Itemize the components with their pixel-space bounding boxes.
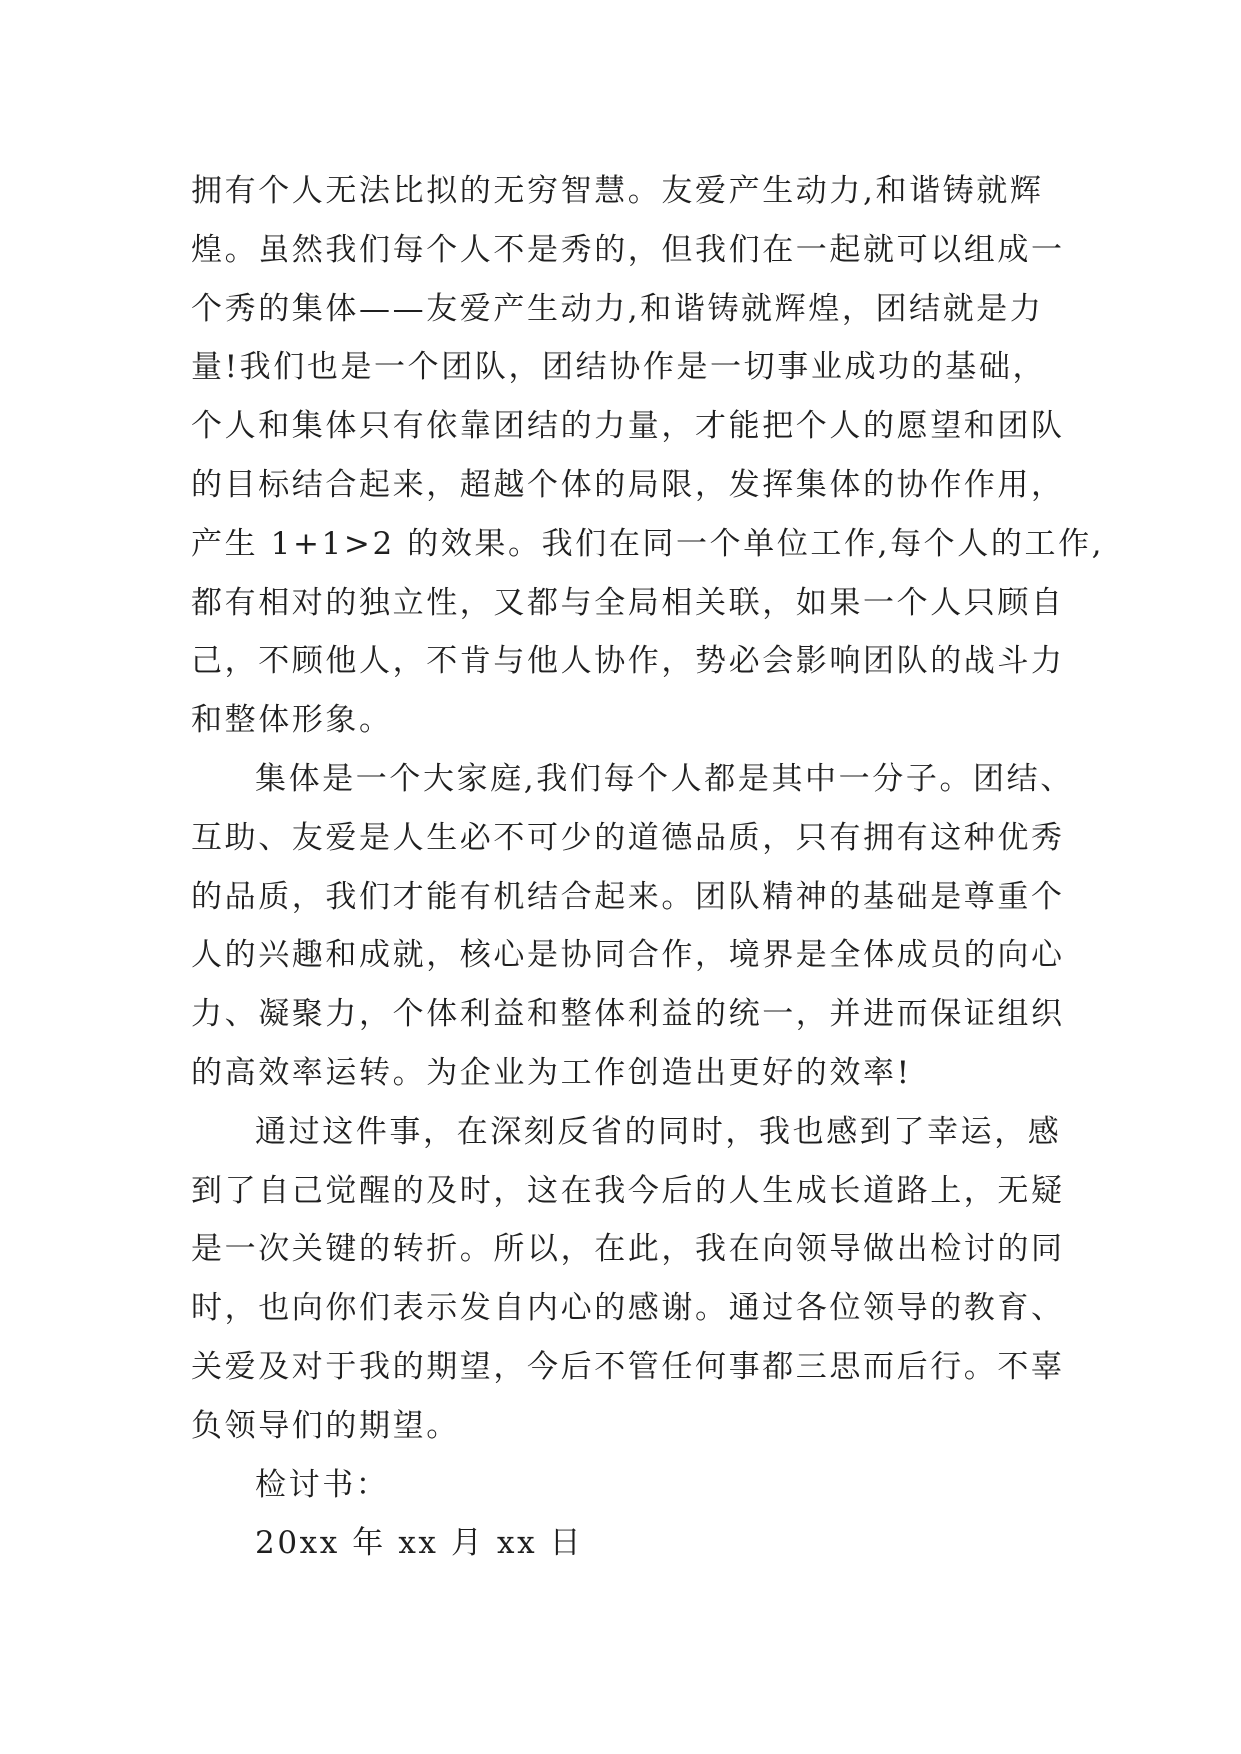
text-line: 和整体形象。	[191, 702, 393, 739]
text-line: 己，不顾他人，不肯与他人协作，势必会影响团队的战斗力	[191, 643, 1065, 680]
text-line: 人的兴趣和成就，核心是协同合作，境界是全体成员的向心	[191, 937, 1065, 974]
text-line: 的高效率运转。为企业为工作创造出更好的效率!	[191, 1054, 912, 1091]
text-line: 通过这件事，在深刻反省的同时，我也感到了幸运，感	[255, 1113, 1062, 1150]
text-line: 集体是一个大家庭,我们每个人都是其中一分子。团结、	[255, 760, 1074, 797]
document-body	[191, 162, 1105, 1573]
text-line: 力、凝聚力，个体利益和整体利益的统一，并进而保证组织	[191, 996, 1065, 1033]
text-line: 量!我们也是一个团队，团结协作是一切事业成功的基础，	[191, 349, 1047, 386]
text-line: 都有相对的独立性，又都与全局相关联，如果一个人只顾自	[191, 584, 1065, 621]
paragraph-reflection	[191, 1103, 1065, 1456]
text-line: 产生 1+1>2 的效果。我们在同一个单位工作,每个人的工作,	[191, 525, 1105, 562]
signature-line: 检讨书：	[255, 1466, 390, 1503]
text-line: 互助、友爱是人生必不可少的道德品质，只有拥有这种优秀	[191, 819, 1065, 856]
text-line: 关爱及对于我的期望，今后不管任何事都三思而后行。不辜	[191, 1348, 1065, 1385]
text-line: 拥有个人无法比拟的无穷智慧。友爱产生动力,和谐铸就辉	[191, 173, 1044, 209]
date-line: 20xx 年 xx 月 xx 日	[255, 1525, 584, 1562]
text-line: 时，也向你们表示发自内心的感谢。通过各位领导的教育、	[191, 1290, 1065, 1327]
text-line: 是一次关键的转折。所以，在此，我在向领导做出检讨的同	[191, 1231, 1065, 1268]
text-line: 的目标结合起来，超越个体的局限，发挥集体的协作作用，	[191, 466, 1065, 503]
text-line: 的品质，我们才能有机结合起来。团队精神的基础是尊重个	[191, 878, 1065, 915]
text-line: 到了自己觉醒的及时，这在我今后的人生成长道路上，无疑	[191, 1172, 1065, 1209]
paragraph-collective	[191, 750, 1074, 1103]
text-line: 煌。虽然我们每个人不是秀的，但我们在一起就可以组成一	[191, 231, 1065, 268]
text-line: 负领导们的期望。	[191, 1407, 460, 1444]
text-line: 个秀的集体——友爱产生动力,和谐铸就辉煌，团结就是力	[191, 290, 1044, 327]
paragraph-teamwork	[191, 162, 1105, 750]
text-line: 个人和集体只有依靠团结的力量，才能把个人的愿望和团队	[191, 408, 1065, 445]
